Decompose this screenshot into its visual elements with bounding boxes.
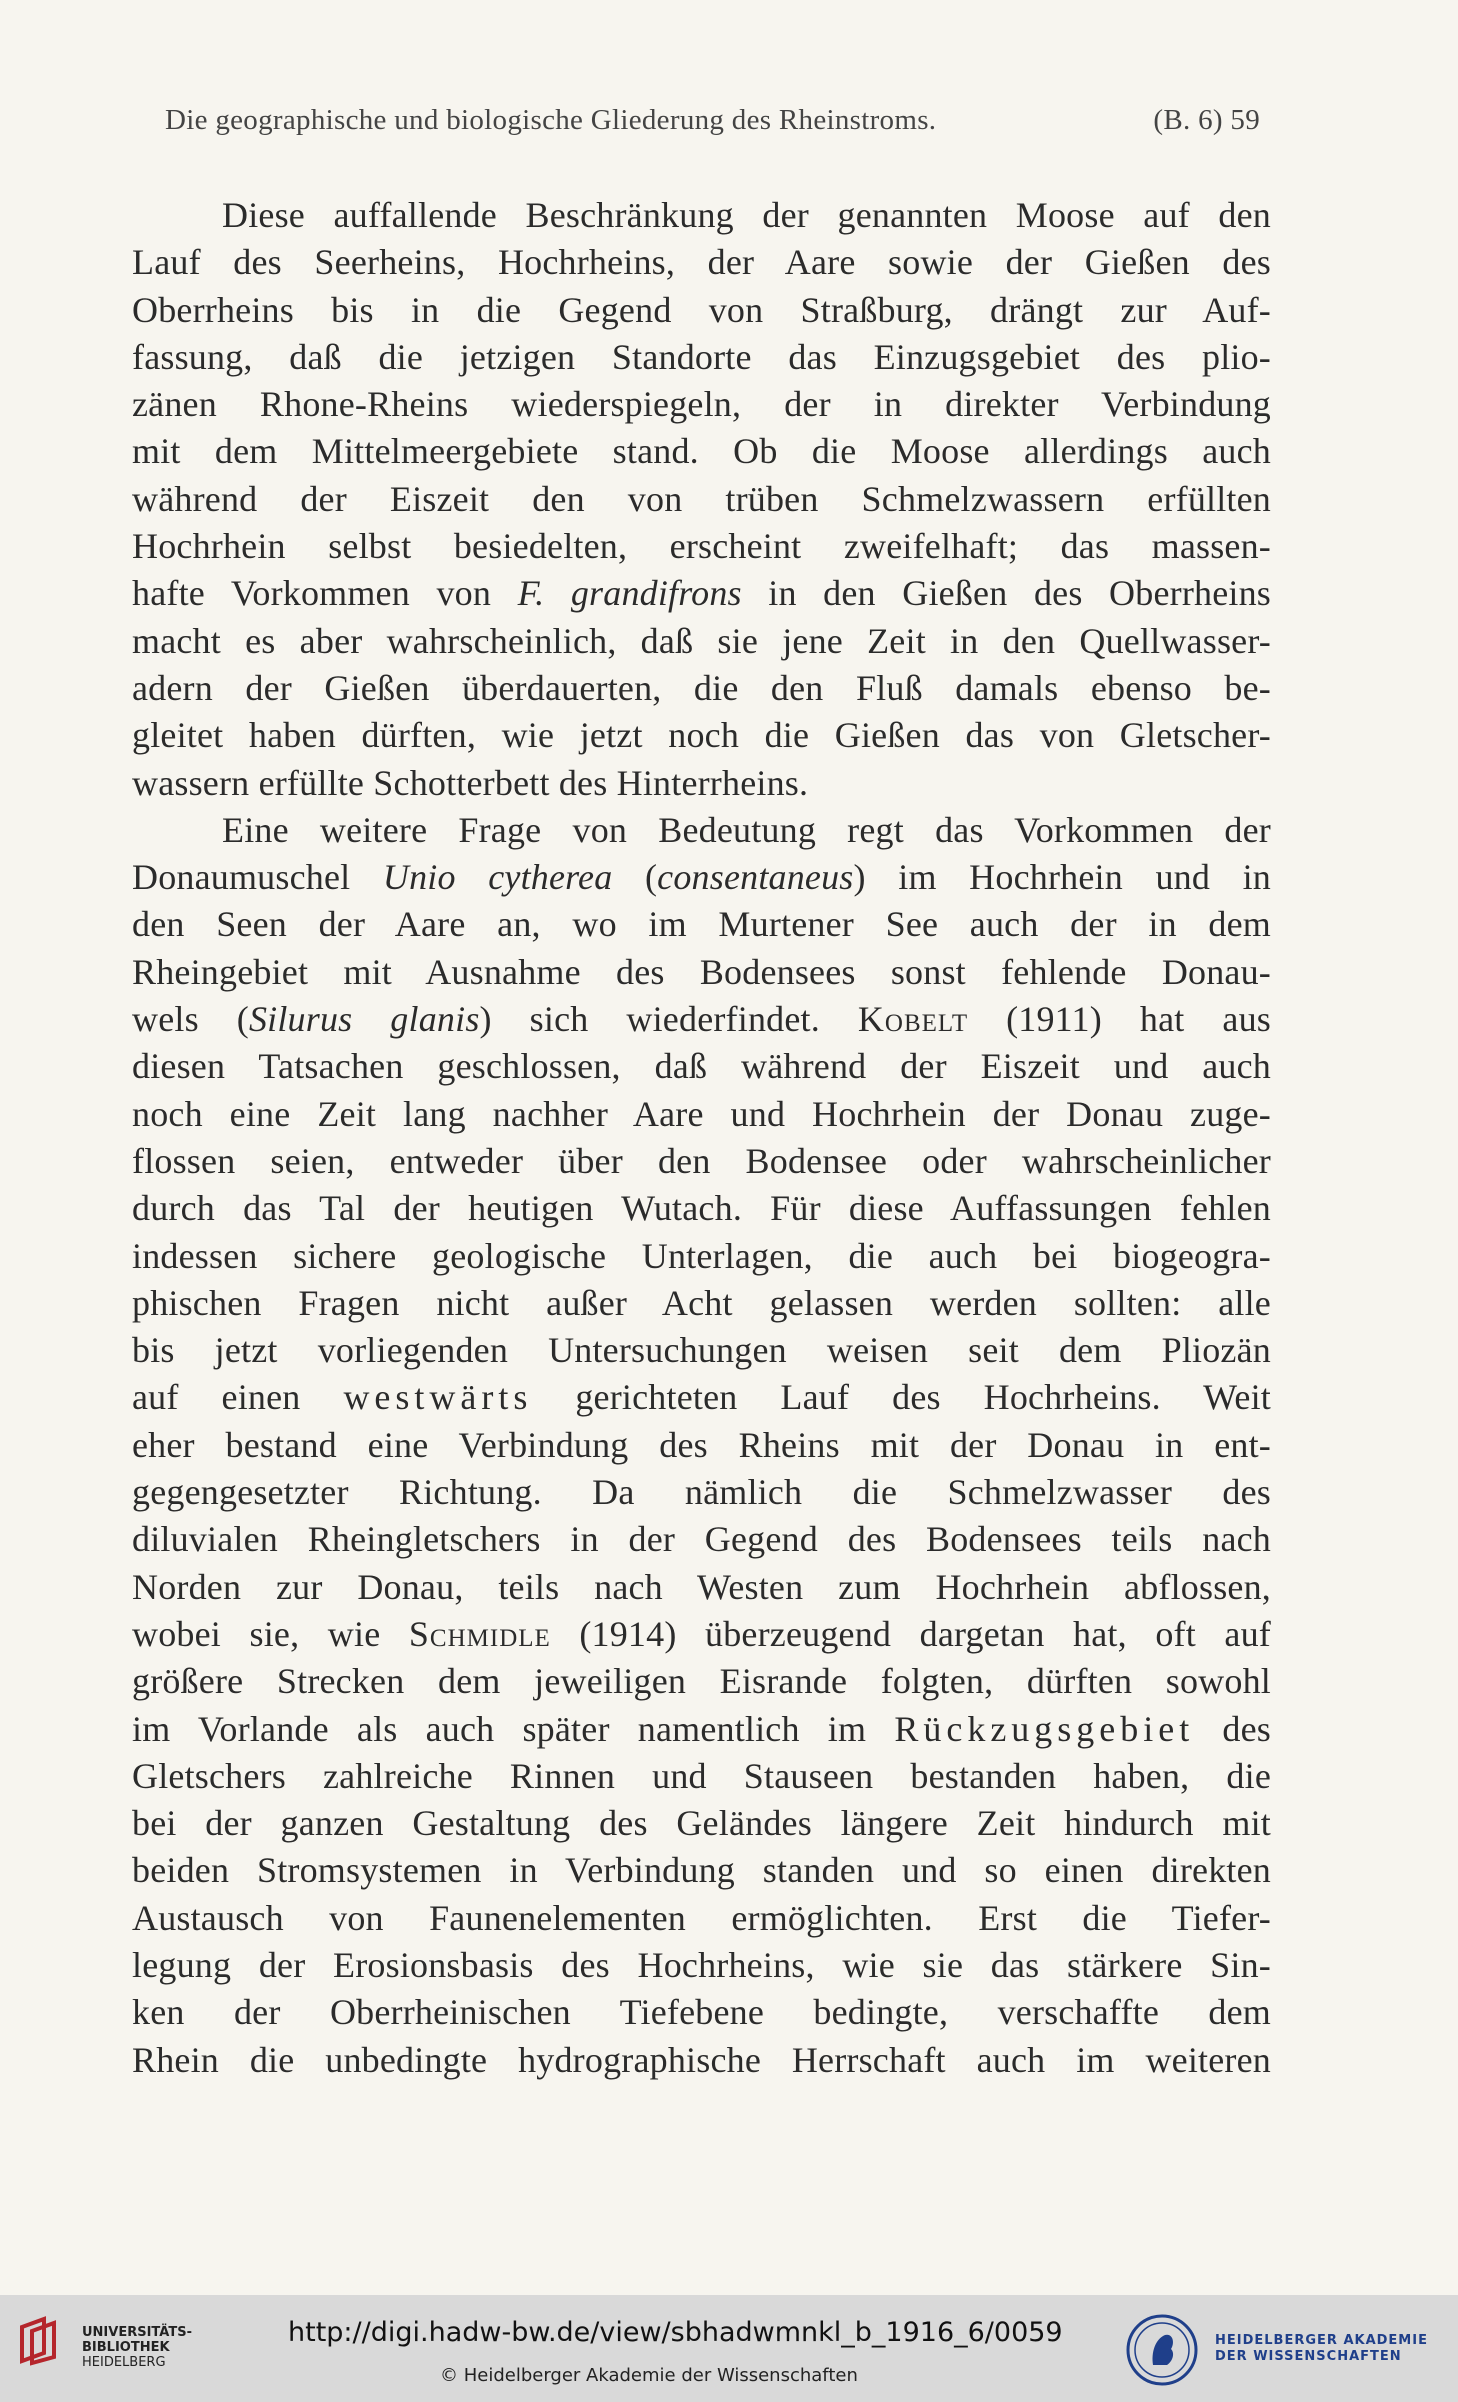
- text-line: eher bestand eine Verbindung des Rheins mit der Donau in ent-: [132, 1424, 1271, 1465]
- text-line: den Seen der Aare an, wo im Murtener See auch der in dem: [132, 904, 1271, 945]
- text-line: Diese auffallende Beschränkung der genannten Moose auf den: [222, 195, 1271, 235]
- body-text: [132, 192, 1271, 2084]
- text-line: größere Strecken dem jeweiligen Eisrande folgten, dürften sowohl: [132, 1661, 1271, 1702]
- text-line: auf einen westwärts gerichteten Lauf des Hochrheins. Weit: [132, 1377, 1271, 1418]
- author-name: Schmidle: [408, 1613, 551, 1654]
- text-line: Gletschers zahlreiche Rinnen und Stauseen bestanden haben, die: [132, 1755, 1271, 1796]
- text-line: zänen Rhone-Rheins wiederspiegeln, der in direkter Verbindung: [132, 384, 1271, 425]
- text-line: bei der ganzen Gestaltung des Geländes längere Zeit hindurch mit: [132, 1803, 1271, 1844]
- text-line: bis jetzt vorliegenden Untersuchungen weisen seit dem Pliozän: [132, 1330, 1271, 1371]
- footer-bar: [0, 2295, 1458, 2402]
- text-line: wobei sie, wie Schmidle (1914) überzeugend dargetan hat, oft auf: [132, 1613, 1271, 1654]
- hadw-seal-icon: [1125, 2313, 1199, 2387]
- text-line: beiden Stromsystemen in Verbindung standen und so einen direkten: [132, 1850, 1271, 1891]
- text-line: ken der Oberrheinischen Tiefebene bedingte, verschaffte dem: [132, 1992, 1271, 2033]
- permalink-url[interactable]: http://digi.hadw-bw.de/view/sbhadwmnkl_b_1916_6/0059: [288, 2317, 1063, 2348]
- text-line: hafte Vorkommen von F. grandifrons in den Gießen des Oberrheins: [132, 573, 1271, 614]
- running-head-title: Die geographische und biologische Gliederung des Rheinstroms.: [165, 104, 937, 136]
- text-line: Austausch von Faunenelementen ermöglichten. Erst die Tiefer-: [132, 1897, 1271, 1938]
- text-line: legung der Erosionsbasis des Hochrheins, wie sie das stärkere Sin-: [132, 1944, 1271, 1985]
- species-name: Silurus glanis: [248, 999, 480, 1040]
- text-line: gleitet haben dürften, wie jetzt noch die Gießen das von Gletscher-: [132, 715, 1271, 756]
- text-line: diesen Tatsachen geschlossen, daß während der Eiszeit und auch: [132, 1046, 1271, 1087]
- text-line: Lauf des Seerheins, Hochrheins, der Aare sowie der Gießen des: [132, 242, 1271, 283]
- emphasized-word: Rückzugsgebiet: [894, 1708, 1195, 1749]
- copyright-notice: © Heidelberger Akademie der Wissenschaften: [440, 2365, 858, 2386]
- library-name: UNIVERSITÄTS- BIBLIOTHEK HEIDELBERG: [82, 2325, 192, 2370]
- ub-heidelberg-logo-icon: [14, 2313, 70, 2369]
- text-line: Hochrhein selbst besiedelten, erscheint zweifelhaft; das massen-: [132, 526, 1271, 567]
- species-name: Unio cytherea: [382, 857, 613, 898]
- text-line: macht es aber wahrscheinlich, daß sie jene Zeit in den Quellwasser-: [132, 620, 1271, 661]
- text-line: wels (Silurus glanis) sich wiederfindet. Kobelt (1911) hat aus: [132, 999, 1271, 1040]
- text-line: im Vorlande als auch später namentlich im Rückzugsgebiet des: [132, 1708, 1271, 1749]
- text-line: Oberrheins bis in die Gegend von Straßburg, drängt zur Auf-: [132, 289, 1271, 330]
- text-line: Rheingebiet mit Ausnahme des Bodensees sonst fehlende Donau-: [132, 951, 1271, 992]
- academy-name: HEIDELBERGER AKADEMIE DER WISSENSCHAFTEN: [1215, 2333, 1428, 2364]
- text-line: flossen seien, entweder über den Bodensee oder wahrscheinlicher: [132, 1140, 1271, 1181]
- emphasized-word: westwärts: [343, 1377, 533, 1418]
- running-head: [165, 104, 1260, 137]
- text-line: Eine weitere Frage von Bedeutung regt das Vorkommen der: [222, 809, 1271, 850]
- text-line: indessen sichere geologische Unterlagen, die auch bei biogeogra-: [132, 1235, 1271, 1276]
- text-line: Rhein die unbedingte hydrographische Herrschaft auch im weiteren: [132, 2039, 1271, 2080]
- text-line: gegengesetzter Richtung. Da nämlich die Schmelzwasser des: [132, 1472, 1271, 1513]
- species-name: consentaneus: [657, 857, 854, 898]
- text-line: wassern erfüllte Schotterbett des Hinterrheins.: [132, 762, 809, 803]
- text-line: diluvialen Rheingletschers in der Gegend des Bodensees teils nach: [132, 1519, 1271, 1560]
- text-line: noch eine Zeit lang nachher Aare und Hochrhein der Donau zuge-: [132, 1093, 1271, 1134]
- text-line: durch das Tal der heutigen Wutach. Für diese Auffassungen fehlen: [132, 1188, 1271, 1229]
- text-line: mit dem Mittelmeergebiete stand. Ob die Moose allerdings auch: [132, 431, 1271, 472]
- species-name: F. grandifrons: [517, 573, 742, 614]
- text-line: phischen Fragen nicht außer Acht gelassen werden sollten: alle: [132, 1282, 1271, 1323]
- text-line: Norden zur Donau, teils nach Westen zum Hochrhein abflossen,: [132, 1566, 1271, 1607]
- text-line: fassung, daß die jetzigen Standorte das Einzugsgebiet des plio-: [132, 336, 1271, 377]
- page-number: (B. 6) 59: [1153, 104, 1260, 136]
- author-name: Kobelt: [857, 999, 969, 1040]
- text-line: während der Eiszeit den von trüben Schmelzwassern erfüllten: [132, 478, 1271, 519]
- text-line: Donaumuschel Unio cytherea (consentaneus) im Hochrhein und in: [132, 857, 1271, 898]
- text-line: adern der Gießen überdauerten, die den Fluß damals ebenso be-: [132, 667, 1271, 708]
